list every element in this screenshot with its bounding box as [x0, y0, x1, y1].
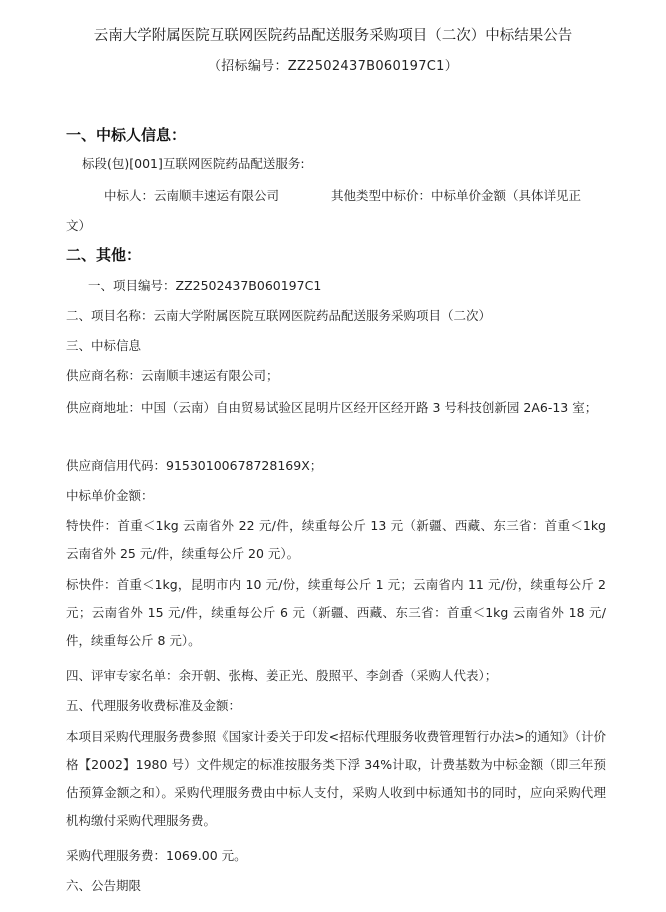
standard-price-paragraph: 标快件：首重＜1kg，昆明市内 10 元/份，续重每公斤 1 元；云南省内 11 元/份，续重每公斤 2 元；云南省外 15 元/件，续重每公斤 6 元（新疆、西藏、东三省：首重＜1kg 云南省外 18 元/件，续重每公斤 8 元）。 — [66, 577, 606, 648]
unit-price-heading: 中标单价金额： — [66, 488, 154, 503]
document-title: 云南大学附属医院互联网医院药品配送服务采购项目（二次）中标结果公告 — [93, 28, 573, 44]
tender-number: （招标编号：ZZ2502437B060197C1） — [207, 59, 459, 74]
agency-fee-paragraph: 本项目采购代理服务费参照《国家计委关于印发<招标代理服务收费管理暂行办法>的通知》（计价格【2002】1980 号）文件规定的标准按服务类下浮 34%计取，计费基数为中标金额（即三年预估预算金额之和）。采购代理服务费由中标人支付，采购人收到中标通知书的同时，应向采购代理机构缴付采购代理服务费。 — [66, 729, 606, 828]
section-heading-other: 二、其他： — [66, 246, 142, 264]
project-name: 二、项目名称：云南大学附属医院互联网医院药品配送服务采购项目（二次） — [66, 308, 492, 323]
express-price-paragraph: 特快件：首重＜1kg 云南省外 22 元/件，续重每公斤 13 元（新疆、西藏、东三省：首重＜1kg 云南省外 25 元/件，续重每公斤 20 元）。 — [66, 518, 606, 561]
supplier-address: 供应商地址：中国（云南）自由贸易试验区昆明片区经开区经开路 3 号科技创新园 2A6-13 室； — [66, 400, 598, 415]
award-info-heading: 三、中标信息 — [66, 338, 142, 353]
expert-list: 四、评审专家名单：余开朝、张梅、姜正光、殷照平、李剑香（采购人代表）； — [66, 668, 498, 683]
section-heading-winner: 一、中标人信息： — [66, 126, 187, 144]
winning-price-type-continued: 文） — [66, 218, 92, 233]
winner-name: 中标人：云南顺丰速运有限公司 — [104, 188, 280, 203]
project-number: 一、项目编号：ZZ2502437B060197C1 — [88, 278, 322, 293]
agency-fee-heading: 五、代理服务收费标准及金额： — [66, 698, 242, 713]
supplier-name: 供应商名称：云南顺丰速运有限公司； — [66, 368, 279, 383]
announcement-period-heading: 六、公告期限 — [66, 878, 142, 893]
lot-description: 标段(包)[001]互联网医院药品配送服务: — [82, 156, 305, 171]
supplier-credit-code: 供应商信用代码：91530100678728169X； — [66, 458, 323, 473]
agency-fee-amount: 采购代理服务费：1069.00 元。 — [66, 848, 247, 863]
winning-price-type: 其他类型中标价：中标单价金额（具体详见正 — [331, 188, 582, 203]
